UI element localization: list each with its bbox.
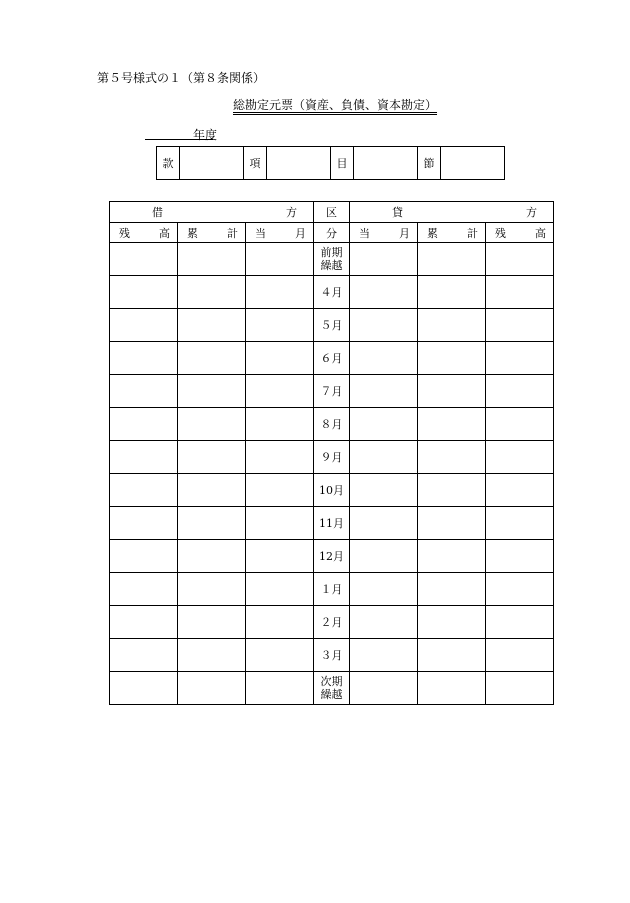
debit-current-month-cell[interactable] <box>246 342 314 375</box>
debit-cumulative-cell[interactable] <box>178 342 246 375</box>
debit-balance-cell[interactable] <box>110 672 178 705</box>
month-label <box>314 342 350 375</box>
credit-balance-cell[interactable] <box>486 474 554 507</box>
table-row <box>110 474 554 507</box>
table-row <box>110 540 554 573</box>
credit-current-month-cell[interactable] <box>350 342 418 375</box>
debit-current-month-cell[interactable] <box>246 672 314 705</box>
month-label-text: 10月 <box>319 483 344 497</box>
table-row <box>110 606 554 639</box>
debit-balance-header: 残 高 <box>110 223 178 243</box>
credit-cumulative-cell[interactable] <box>418 507 486 540</box>
table-row <box>110 309 554 342</box>
kubun-header-bottom: 分 <box>314 223 350 243</box>
credit-balance-cell[interactable] <box>486 276 554 309</box>
debit-cumulative-cell[interactable] <box>178 441 246 474</box>
debit-balance-cell[interactable] <box>110 276 178 309</box>
account-kan-field[interactable] <box>180 147 244 180</box>
credit-cumulative-cell[interactable] <box>418 408 486 441</box>
month-label <box>314 540 350 573</box>
month-label-text: ９月 <box>320 450 343 464</box>
debit-cumulative-cell[interactable] <box>178 639 246 672</box>
debit-balance-cell[interactable] <box>110 408 178 441</box>
month-label-text: 前期繰越 <box>320 246 343 272</box>
credit-cumulative-cell[interactable] <box>418 375 486 408</box>
credit-cumulative-cell[interactable] <box>418 243 486 276</box>
credit-balance-cell[interactable] <box>486 342 554 375</box>
debit-cumulative-cell[interactable] <box>178 243 246 276</box>
credit-cumulative-cell[interactable] <box>418 474 486 507</box>
table-row <box>110 276 554 309</box>
month-label-text: ８月 <box>320 417 343 431</box>
debit-current-month-cell[interactable] <box>246 375 314 408</box>
credit-balance-cell[interactable] <box>486 243 554 276</box>
ledger-table <box>109 201 554 705</box>
credit-current-month-cell[interactable] <box>350 243 418 276</box>
debit-cumulative-cell[interactable] <box>178 672 246 705</box>
credit-cumulative-cell[interactable] <box>418 276 486 309</box>
table-row <box>110 573 554 606</box>
debit-current-month-cell[interactable] <box>246 243 314 276</box>
credit-current-month-header: 当 月 <box>350 223 418 243</box>
credit-cumulative-cell[interactable] <box>418 606 486 639</box>
debit-cumulative-cell[interactable] <box>178 375 246 408</box>
credit-current-month-cell[interactable] <box>350 408 418 441</box>
credit-current-month-cell[interactable] <box>350 309 418 342</box>
debit-current-month-cell[interactable] <box>246 474 314 507</box>
debit-balance-cell[interactable] <box>110 606 178 639</box>
month-label-text: ６月 <box>320 351 343 365</box>
table-row <box>110 342 554 375</box>
credit-current-month-cell[interactable] <box>350 441 418 474</box>
debit-cumulative-cell[interactable] <box>178 276 246 309</box>
debit-cumulative-cell[interactable] <box>178 507 246 540</box>
credit-current-month-cell[interactable] <box>350 606 418 639</box>
credit-balance-cell[interactable] <box>486 507 554 540</box>
month-label <box>314 573 350 606</box>
credit-cumulative-cell[interactable] <box>418 573 486 606</box>
month-label <box>314 375 350 408</box>
month-label-text: ３月 <box>320 648 343 662</box>
debit-current-month-cell[interactable] <box>246 540 314 573</box>
table-row <box>110 408 554 441</box>
table-row <box>110 507 554 540</box>
credit-balance-cell[interactable] <box>486 672 554 705</box>
credit-header <box>350 202 554 223</box>
credit-current-month-cell[interactable] <box>350 474 418 507</box>
account-setsu-label: 節 <box>418 147 441 180</box>
debit-cumulative-cell[interactable] <box>178 408 246 441</box>
debit-current-month-cell[interactable] <box>246 309 314 342</box>
debit-current-month-cell[interactable] <box>246 573 314 606</box>
month-label <box>314 309 350 342</box>
credit-balance-cell[interactable] <box>486 441 554 474</box>
table-row <box>110 243 554 276</box>
credit-current-month-cell[interactable] <box>350 639 418 672</box>
month-label-text: 12月 <box>319 549 344 563</box>
month-label-text: １月 <box>320 582 343 596</box>
credit-current-month-cell[interactable] <box>350 672 418 705</box>
month-label-text: ２月 <box>320 615 343 629</box>
credit-cumulative-header: 累 計 <box>418 223 486 243</box>
credit-current-month-cell[interactable] <box>350 540 418 573</box>
month-label <box>314 672 350 705</box>
debit-balance-cell[interactable] <box>110 474 178 507</box>
credit-balance-cell[interactable] <box>486 573 554 606</box>
debit-current-month-cell[interactable] <box>246 606 314 639</box>
account-kan-label: 款 <box>157 147 180 180</box>
credit-current-month-cell[interactable] <box>350 573 418 606</box>
month-label-text: ５月 <box>320 318 343 332</box>
month-label <box>314 243 350 276</box>
month-label <box>314 276 350 309</box>
table-row <box>110 375 554 408</box>
debit-current-month-cell[interactable] <box>246 507 314 540</box>
debit-current-month-cell[interactable] <box>246 408 314 441</box>
month-label-text: ７月 <box>320 384 343 398</box>
debit-balance-cell[interactable] <box>110 375 178 408</box>
debit-header-char-2: 方 <box>286 206 297 219</box>
debit-cumulative-header: 累 計 <box>178 223 246 243</box>
month-label <box>314 408 350 441</box>
credit-cumulative-cell[interactable] <box>418 342 486 375</box>
account-moku-field[interactable] <box>354 147 418 180</box>
credit-current-month-cell[interactable] <box>350 375 418 408</box>
document-title: 総勘定元票（資産、負債、資本勘定） <box>233 98 438 112</box>
debit-current-month-cell[interactable] <box>246 276 314 309</box>
credit-cumulative-cell[interactable] <box>418 441 486 474</box>
credit-balance-cell[interactable] <box>486 309 554 342</box>
debit-balance-cell[interactable] <box>110 540 178 573</box>
form-number: 第５号様式の１（第８条関係） <box>97 71 266 85</box>
debit-balance-cell[interactable] <box>110 441 178 474</box>
account-kou-label: 項 <box>244 147 267 180</box>
debit-cumulative-cell[interactable] <box>178 540 246 573</box>
credit-balance-cell[interactable] <box>486 408 554 441</box>
debit-current-month-cell[interactable] <box>246 441 314 474</box>
debit-header <box>110 202 314 223</box>
month-label-text: ４月 <box>320 285 343 299</box>
table-row <box>110 672 554 705</box>
account-classification-table <box>156 146 505 180</box>
debit-header-char-1: 借 <box>152 206 163 219</box>
debit-balance-cell[interactable] <box>110 342 178 375</box>
debit-current-month-header: 当 月 <box>246 223 314 243</box>
credit-cumulative-cell[interactable] <box>418 540 486 573</box>
credit-balance-cell[interactable] <box>486 540 554 573</box>
debit-current-month-cell[interactable] <box>246 639 314 672</box>
debit-cumulative-cell[interactable] <box>178 573 246 606</box>
debit-cumulative-cell[interactable] <box>178 606 246 639</box>
account-moku-label: 目 <box>331 147 354 180</box>
credit-balance-cell[interactable] <box>486 606 554 639</box>
debit-cumulative-cell[interactable] <box>178 474 246 507</box>
credit-balance-header: 残 高 <box>486 223 554 243</box>
credit-current-month-cell[interactable] <box>350 507 418 540</box>
debit-balance-cell[interactable] <box>110 507 178 540</box>
credit-current-month-cell[interactable] <box>350 276 418 309</box>
account-kou-field[interactable] <box>267 147 331 180</box>
month-label <box>314 507 350 540</box>
credit-balance-cell[interactable] <box>486 375 554 408</box>
account-setsu-field[interactable] <box>441 147 505 180</box>
kubun-header-top: 区 <box>314 202 350 223</box>
credit-cumulative-cell[interactable] <box>418 672 486 705</box>
credit-header-char-1: 貸 <box>392 206 403 219</box>
debit-balance-cell[interactable] <box>110 573 178 606</box>
debit-balance-cell[interactable] <box>110 243 178 276</box>
month-label-text: 11月 <box>319 516 344 530</box>
table-row <box>110 441 554 474</box>
credit-cumulative-cell[interactable] <box>418 309 486 342</box>
credit-cumulative-cell[interactable] <box>418 639 486 672</box>
debit-balance-cell[interactable] <box>110 639 178 672</box>
month-label-text: 次期繰越 <box>320 675 343 701</box>
month-label <box>314 639 350 672</box>
credit-header-char-2: 方 <box>526 206 537 219</box>
credit-balance-cell[interactable] <box>486 639 554 672</box>
debit-balance-cell[interactable] <box>110 309 178 342</box>
month-label <box>314 474 350 507</box>
month-label <box>314 606 350 639</box>
month-label <box>314 441 350 474</box>
table-row <box>110 639 554 672</box>
year-label: 年度 <box>193 128 218 142</box>
debit-cumulative-cell[interactable] <box>178 309 246 342</box>
